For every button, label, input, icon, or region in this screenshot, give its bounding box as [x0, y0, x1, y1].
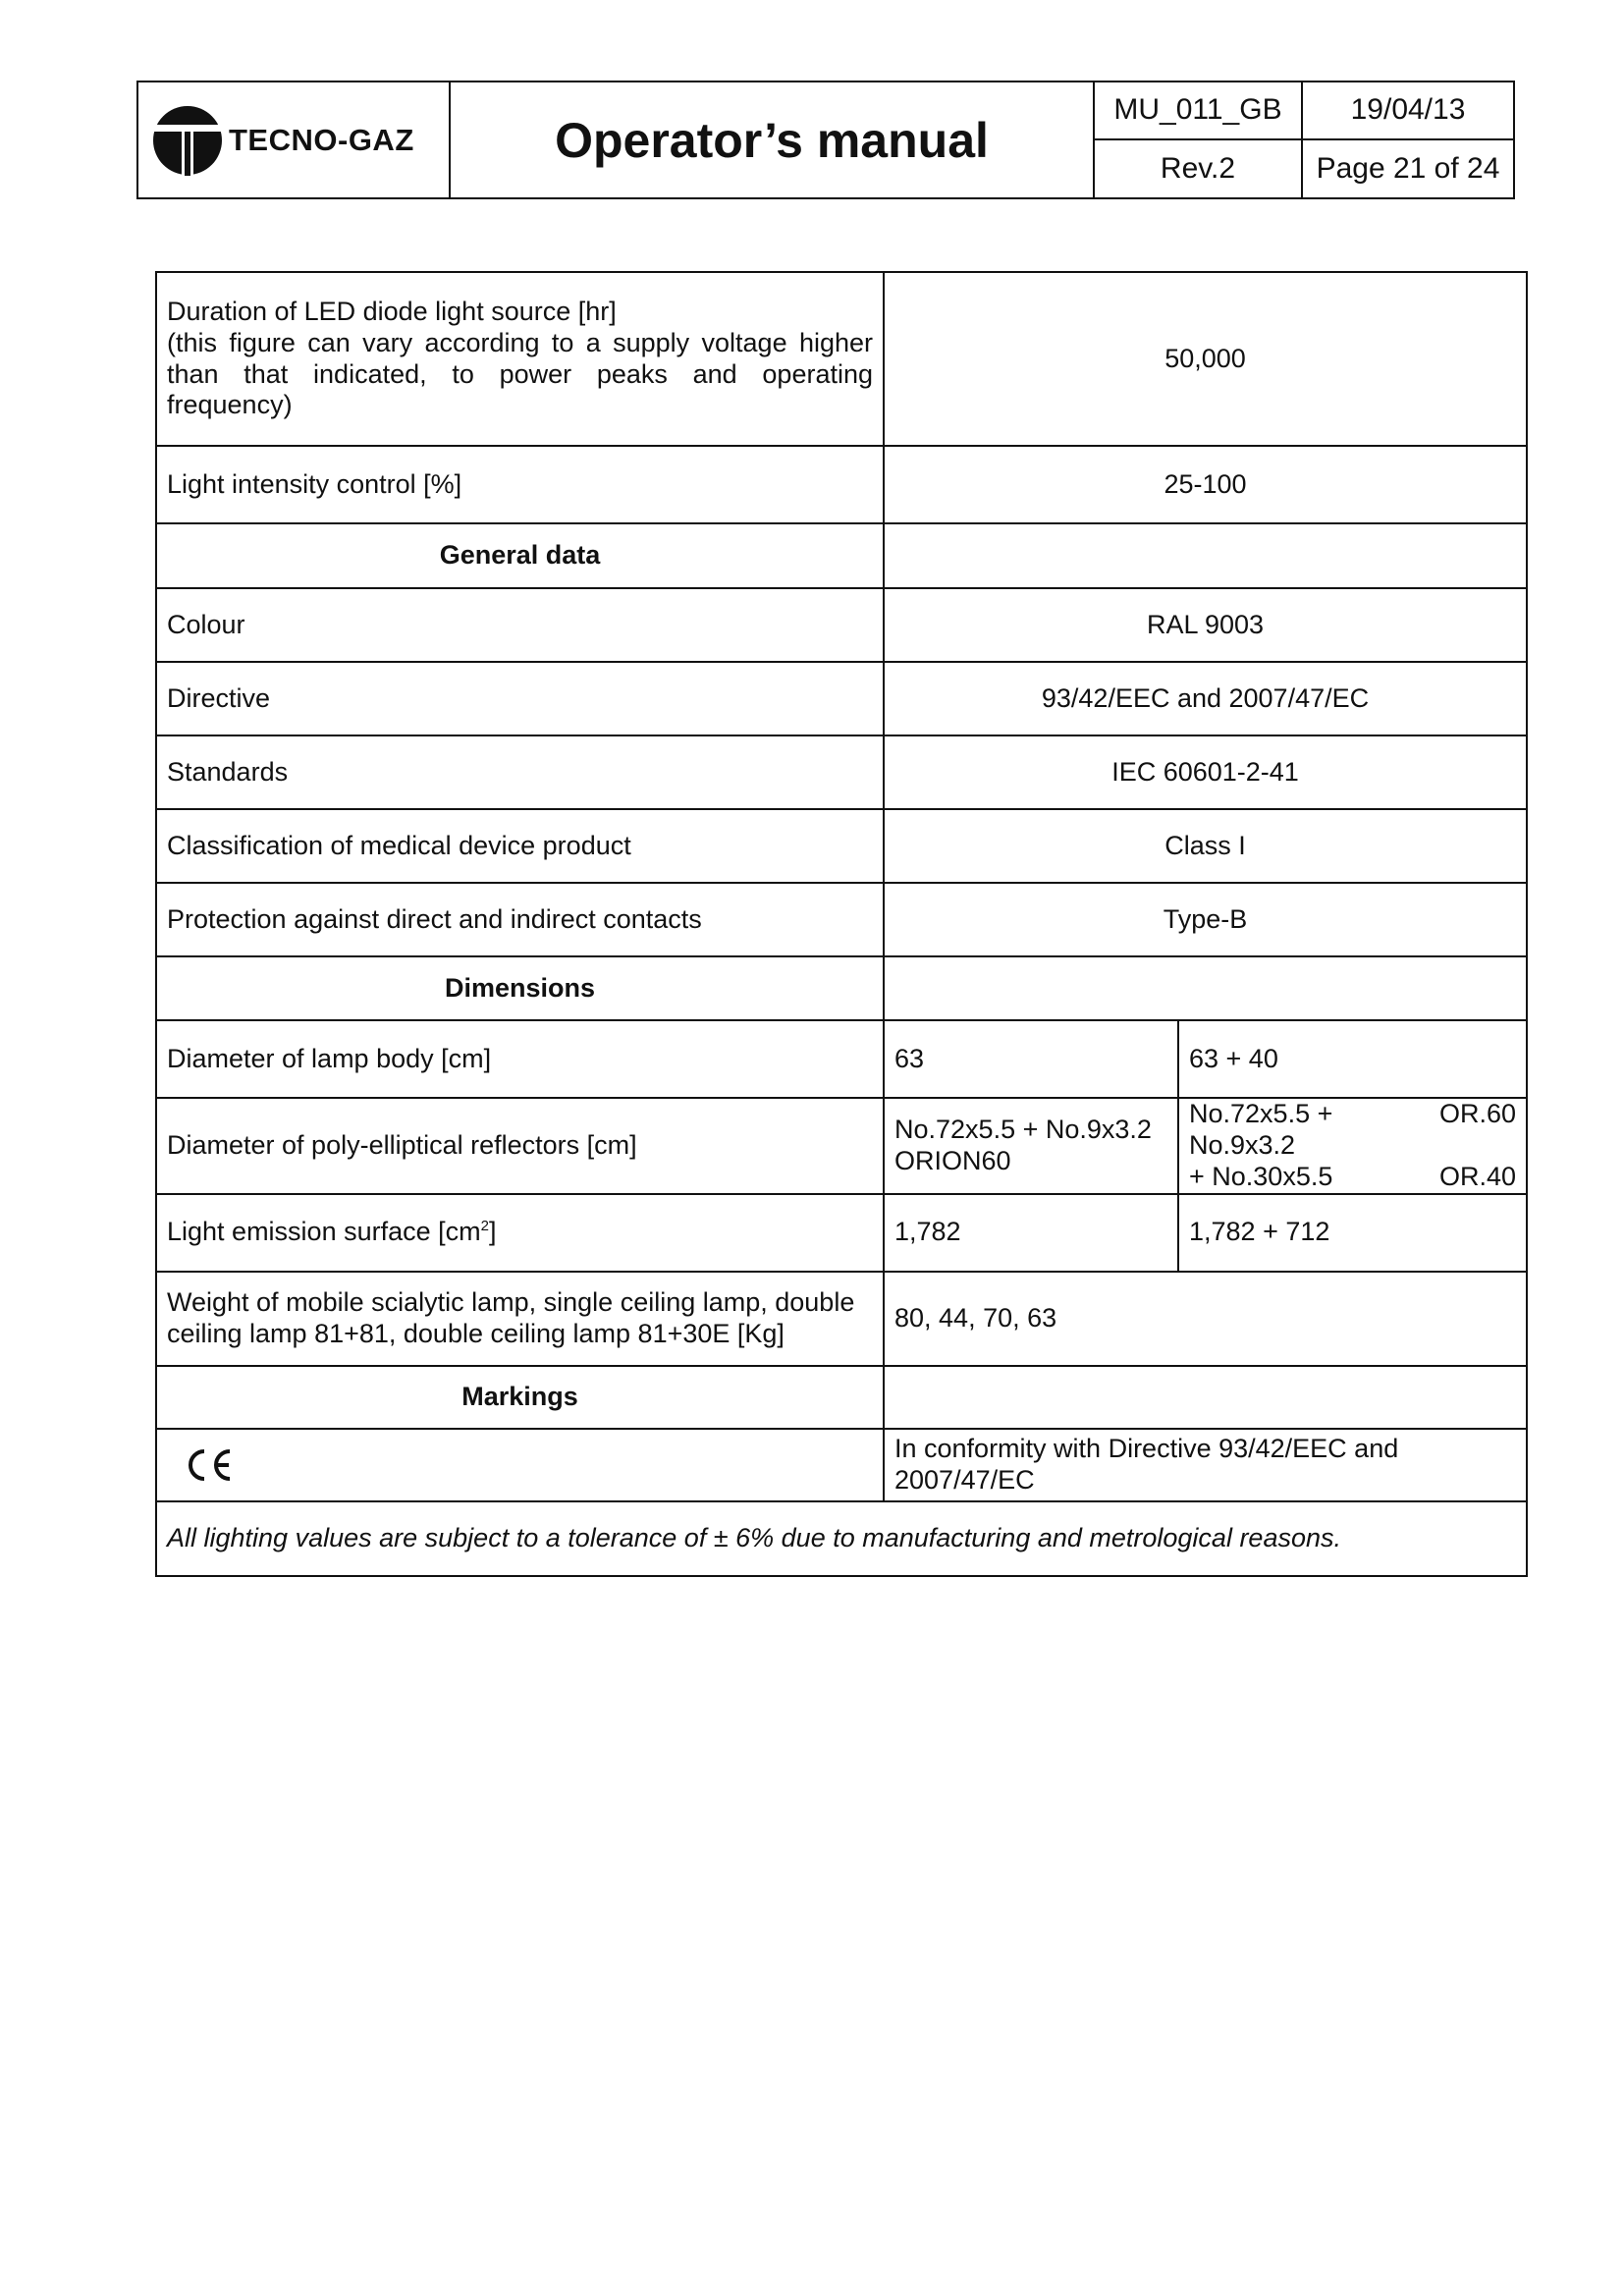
table-row: [156, 1272, 1527, 1366]
directive-label: Directive: [156, 662, 884, 735]
led-duration-value: 50,000: [884, 272, 1527, 446]
reflectors-value-b-tag2: OR.40: [1438, 1161, 1516, 1191]
emission-label: [156, 1194, 884, 1272]
intensity-value: 25-100: [884, 446, 1527, 523]
empty-cell: [884, 1366, 1527, 1429]
tolerance-note: All lighting values are subject to a tolerance of ± 6% due to manufacturing and metrological reasons.: [156, 1501, 1527, 1576]
table-row: [156, 1429, 1527, 1501]
classification-value: Class I: [884, 809, 1527, 883]
reflectors-value-b-text1: No.72x5.5 + No.9x3.2: [1189, 1099, 1333, 1160]
brand-name: TECNO-GAZ: [229, 122, 414, 157]
table-row: [156, 523, 1527, 588]
section-dimensions: Dimensions: [156, 956, 884, 1020]
doc-revision: Rev.2: [1095, 140, 1303, 198]
document-header: [136, 81, 1515, 199]
table-row: [156, 809, 1527, 883]
protection-label: Protection against direct and indirect contacts: [156, 883, 884, 956]
table-row: [156, 662, 1527, 735]
empty-cell: [884, 523, 1527, 588]
table-row: [156, 588, 1527, 662]
tecno-gaz-logo-icon: [152, 105, 223, 176]
reflectors-value-a: [884, 1098, 1178, 1194]
table-row: [156, 735, 1527, 809]
table-row: [156, 1194, 1527, 1272]
weight-label: Weight of mobile scialytic lamp, single ceiling lamp, double ceiling lamp 81+81, double ceiling lamp 81+30E [Kg]: [156, 1272, 884, 1366]
row-label: [156, 272, 884, 446]
reflectors-value-a-line2: ORION60: [894, 1145, 1011, 1175]
document-title: Operator’s manual: [451, 82, 1095, 197]
ce-mark-cell: [156, 1429, 884, 1501]
standards-value: IEC 60601-2-41: [884, 735, 1527, 809]
directive-value: 93/42/EEC and 2007/47/EC: [884, 662, 1527, 735]
emission-label-end: ]: [488, 1217, 497, 1247]
ce-mark-icon: [181, 1445, 236, 1485]
led-duration-label: Duration of LED diode light source [hr]: [167, 296, 617, 326]
emission-value-a: 1,782: [884, 1194, 1178, 1272]
section-general-data: General data: [156, 523, 884, 588]
table-row: [156, 446, 1527, 523]
intensity-label: Light intensity control [%]: [156, 446, 884, 523]
colour-label: Colour: [156, 588, 884, 662]
reflectors-value-b-line2: [1189, 1162, 1516, 1193]
lamp-body-value-a: 63: [884, 1020, 1178, 1098]
table-row: [156, 1501, 1527, 1576]
reflectors-value-b-text2: + No.30x5.5: [1189, 1161, 1333, 1191]
weight-value: 80, 44, 70, 63: [884, 1272, 1527, 1366]
doc-date: 19/04/13: [1303, 82, 1513, 140]
standards-label: Standards: [156, 735, 884, 809]
protection-value: Type-B: [884, 883, 1527, 956]
document-meta: [1095, 82, 1513, 197]
emission-label-text: Light emission surface [cm: [167, 1217, 481, 1247]
led-duration-note: (this figure can vary according to a supply voltage higher than that indicated, to power peaks and operating frequency): [167, 327, 873, 420]
section-markings: Markings: [156, 1366, 884, 1429]
lamp-body-label: Diameter of lamp body [cm]: [156, 1020, 884, 1098]
doc-code: MU_011_GB: [1095, 82, 1303, 140]
table-row: [156, 883, 1527, 956]
table-row: [156, 956, 1527, 1020]
spec-table: [155, 271, 1528, 1577]
ce-conformity-value: In conformity with Directive 93/42/EEC and 2007/47/EC: [884, 1429, 1527, 1501]
emission-label-sup: 2: [480, 1218, 489, 1235]
lamp-body-value-b: 63 + 40: [1178, 1020, 1527, 1098]
company-logo: [138, 82, 451, 197]
empty-cell: [884, 956, 1527, 1020]
reflectors-value-b: [1178, 1098, 1527, 1194]
table-row: [156, 1366, 1527, 1429]
reflectors-value-b-tag1: OR.60: [1438, 1099, 1516, 1128]
page-number: Page 21 of 24: [1316, 151, 1500, 185]
colour-value: RAL 9003: [884, 588, 1527, 662]
table-row: [156, 1098, 1527, 1194]
reflectors-label: Diameter of poly-elliptical reflectors [cm]: [156, 1098, 884, 1194]
reflectors-value-b-line1: [1189, 1099, 1516, 1162]
emission-value-b: 1,782 + 712: [1178, 1194, 1527, 1272]
table-row: [156, 272, 1527, 446]
table-row: [156, 1020, 1527, 1098]
classification-label: Classification of medical device product: [156, 809, 884, 883]
reflectors-value-a-line1: No.72x5.5 + No.9x3.2: [894, 1114, 1152, 1144]
